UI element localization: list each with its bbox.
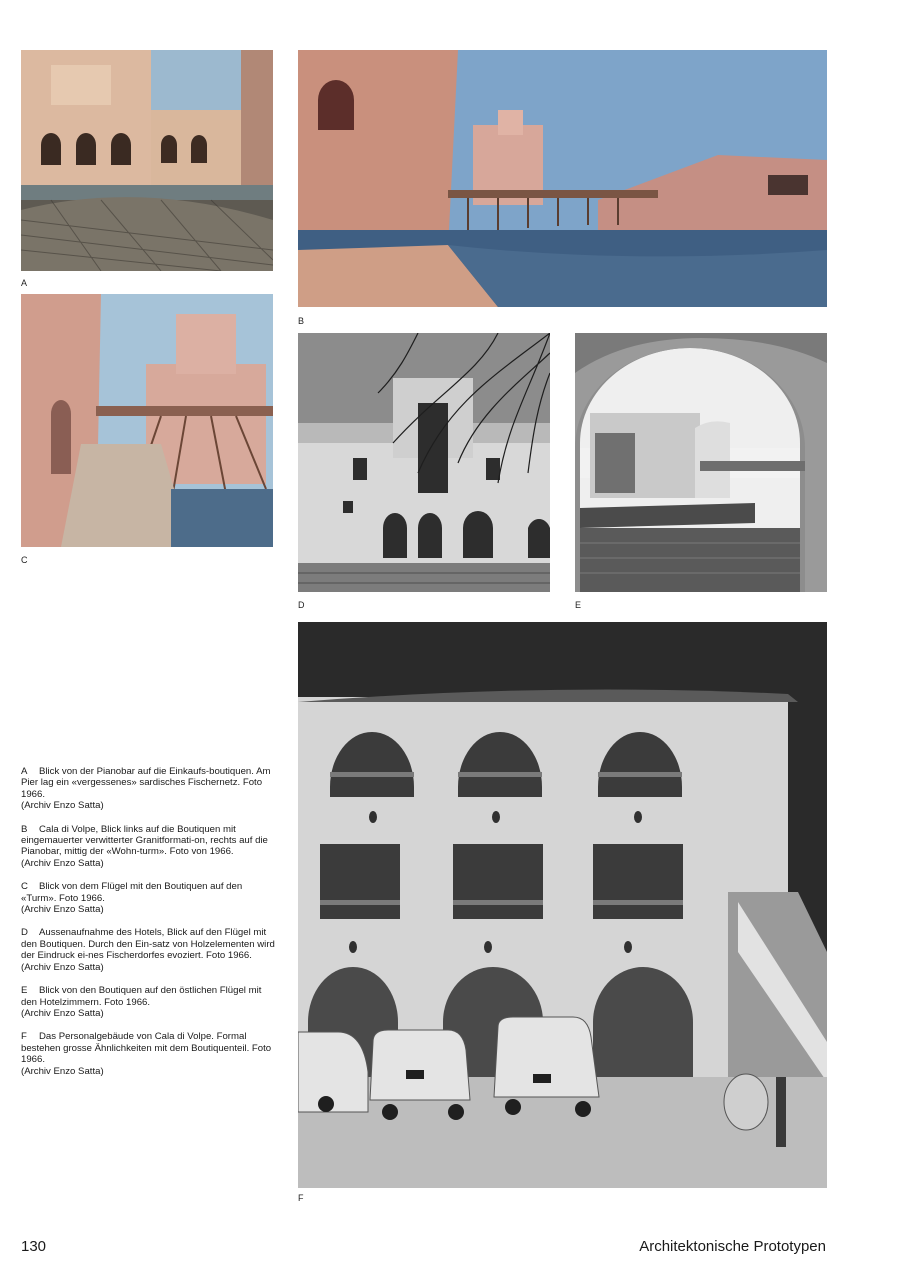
caption-a [21, 766, 276, 812]
page-number: 130 [21, 1238, 47, 1255]
photo-label-c: C [21, 555, 28, 565]
caption-block [21, 766, 276, 1089]
caption-credit: (Archiv Enzo Satta) [21, 1065, 104, 1077]
caption-letter: C [21, 881, 28, 893]
caption-letter: B [21, 823, 28, 835]
photo-label-a: A [21, 278, 28, 288]
caption-e [21, 985, 276, 1019]
caption-text: Das Personalgebäude von Cala di Volpe. Formal bestehen grosse Ähnlichkeiten mit dem Boutiquenteil. Foto 1966. [21, 1031, 272, 1066]
section-title: Architektonische Prototypen [639, 1238, 826, 1255]
caption-text: Blick von dem Flügel mit den Boutiquen auf den «Turm». Foto 1966. [21, 881, 243, 904]
caption-credit: (Archiv Enzo Satta) [21, 800, 104, 812]
photo-c [21, 294, 273, 547]
caption-credit: (Archiv Enzo Satta) [21, 1007, 104, 1019]
caption-text: Blick von der Pianobar auf die Einkaufs-boutiquen. Am Pier lag ein «vergessenes» sardisches Fischernetz. Foto 1966. [21, 766, 271, 800]
photo-f [298, 622, 827, 1188]
photo-label-f: F [298, 1193, 304, 1203]
photo-label-e: E [575, 600, 582, 610]
caption-f [21, 1031, 276, 1077]
caption-letter: A [21, 766, 28, 777]
photo-label-b: B [298, 316, 305, 326]
caption-letter: F [21, 1031, 27, 1043]
caption-b [21, 824, 276, 870]
photo-b [298, 50, 827, 307]
caption-credit: (Archiv Enzo Satta) [21, 857, 104, 869]
caption-letter: D [21, 927, 28, 939]
caption-c [21, 881, 276, 915]
caption-text: Blick von den Boutiquen auf den östlichen Flügel mit den Hotelzimmern. Foto 1966. [21, 985, 262, 1008]
photo-label-d: D [298, 600, 305, 610]
caption-letter: E [21, 985, 28, 997]
photo-a [21, 50, 273, 271]
caption-text: Cala di Volpe, Blick links auf die Boutiquen mit eingemauerter verwitterter Granitformati-on, rechts auf die Pianobar, mittig der «Wohn-turm». Foto von 1966. [21, 823, 268, 858]
caption-credit: (Archiv Enzo Satta) [21, 961, 104, 973]
caption-credit: (Archiv Enzo Satta) [21, 904, 104, 916]
caption-d [21, 927, 276, 973]
photo-e [575, 333, 827, 592]
photo-d [298, 333, 550, 592]
caption-text: Aussenaufnahme des Hotels, Blick auf den Flügel mit den Boutiquen. Durch den Ein-satz von Holzelementen wird der Eindruck ei-nes Fischerdorfes evoziert. Foto 1966. [21, 927, 275, 962]
